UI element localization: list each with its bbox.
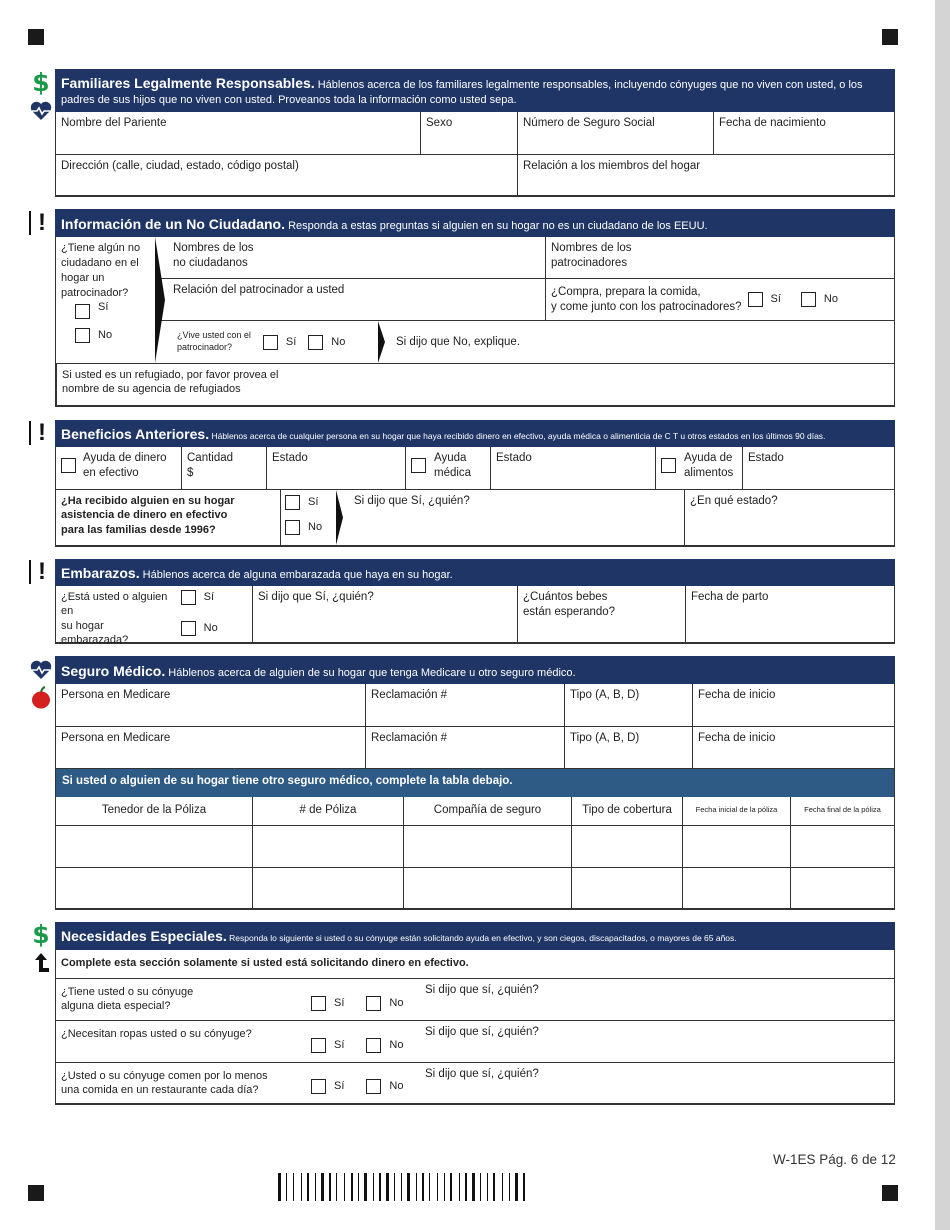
no-checkbox[interactable] <box>181 621 196 636</box>
barcode-bar <box>497 1173 500 1201</box>
barcode-bar <box>412 1173 414 1201</box>
reclamacion-field[interactable] <box>365 727 564 768</box>
ayuda-alimentos-checkbox[interactable] <box>661 458 676 473</box>
column-header <box>252 797 403 825</box>
no-checkbox[interactable] <box>308 335 323 350</box>
relacion-field[interactable] <box>517 155 894 195</box>
question-text: ¿Tiene usted o su cónyuge alguna dieta especial? <box>61 986 194 1013</box>
barcode-bar <box>326 1173 327 1201</box>
table-cell[interactable] <box>682 868 790 908</box>
barcode-bar <box>293 1173 294 1201</box>
column-header <box>790 797 894 825</box>
poliza-table <box>55 797 895 910</box>
section-desc: Responda lo siguiente si usted o su cónyuge están solicitando ayuda en efectivo, y son ciegos, discapacitados, o mayores de 65 años. <box>229 933 737 943</box>
ayuda-alimentos-option <box>655 447 742 489</box>
beneficios-header <box>55 420 895 447</box>
barcode-bar <box>355 1173 356 1201</box>
tanf-options <box>280 490 336 545</box>
barcode-bar <box>347 1173 349 1201</box>
section-desc: Responda a estas preguntas si alguien en su hogar no es un ciudadano de los EEUU. <box>288 220 708 232</box>
question-text: ¿Tiene algún no ciudadano en el hogar un patrocinador? <box>61 242 141 299</box>
section-title: Seguro Médico. <box>61 663 166 679</box>
column-header <box>571 797 682 825</box>
barcode-bar <box>472 1173 475 1201</box>
option-label: Sí <box>285 335 297 348</box>
exclamation-icon: ! <box>29 211 53 235</box>
cantidad-field[interactable] <box>181 447 266 489</box>
tipo-field[interactable] <box>564 684 692 726</box>
column-header <box>682 797 790 825</box>
nociudadano-header <box>55 209 895 237</box>
exclamation-icon: ! <box>29 560 53 584</box>
question-text: ¿Usted o su cónyuge comen por lo menos una comida en un restaurante cada día? <box>61 1070 268 1097</box>
question-text: ¿Ha recibido alguien en su hogar asistencia de dinero en efectivo para las familias desde 1996? <box>61 495 235 536</box>
barcode-bar <box>296 1173 299 1201</box>
beneficios-section <box>55 420 895 547</box>
barcode-bar <box>351 1173 353 1201</box>
ssn-field[interactable] <box>517 112 713 154</box>
option-label: No <box>389 1080 404 1093</box>
ropas-question <box>56 1021 306 1062</box>
barcode-bar <box>527 1173 528 1201</box>
exclamation-icon: ! <box>29 421 53 445</box>
sexo-field[interactable] <box>420 112 517 154</box>
estado-field[interactable] <box>490 447 655 489</box>
si-checkbox[interactable] <box>181 590 196 605</box>
barcode-bar <box>429 1173 430 1201</box>
barcode-bar <box>333 1173 334 1201</box>
field-label: Si dijo que sí, ¿quién? <box>425 1026 539 1038</box>
currency-symbol: $ <box>187 466 194 479</box>
option-label: No <box>389 996 404 1009</box>
barcode-bar <box>444 1173 445 1201</box>
option-label: No <box>308 521 323 534</box>
table-cell[interactable] <box>682 826 790 867</box>
si-checkbox[interactable] <box>285 495 300 510</box>
explique-field[interactable] <box>380 321 894 363</box>
barcode-bar <box>483 1173 485 1201</box>
que-estado-field[interactable] <box>684 490 894 545</box>
barcode-bar <box>311 1173 313 1201</box>
table-cell[interactable] <box>571 868 682 908</box>
no-checkbox[interactable] <box>75 328 90 343</box>
barcode-bar <box>329 1173 331 1201</box>
section-desc: Háblenos acerca de alguna embarazada que haya en su hogar. <box>142 569 453 581</box>
no-checkbox[interactable] <box>366 1079 381 1094</box>
arrow-icon <box>29 950 53 974</box>
section-title: Necesidades Especiales. <box>61 928 227 944</box>
necesidades-grid <box>55 950 895 1105</box>
no-checkbox[interactable] <box>801 292 816 307</box>
column-label: Compañía de seguro <box>433 804 542 816</box>
field-label: Estado <box>748 452 784 464</box>
question-text: ¿Vive usted con el patrocinador? <box>177 330 251 352</box>
barcode-bar <box>386 1173 389 1201</box>
restaurante-question <box>56 1063 306 1103</box>
quien-field[interactable] <box>420 1063 894 1103</box>
familiares-header <box>55 69 895 112</box>
barcode-bar <box>339 1173 342 1201</box>
field-label: Cantidad <box>187 452 234 464</box>
tanf-question <box>56 490 280 545</box>
refugiado-field[interactable] <box>56 364 894 405</box>
vive-question <box>156 321 380 363</box>
field-label: Tipo (A, B, D) <box>570 689 640 701</box>
barcode-bar <box>397 1173 399 1201</box>
option-label: Sí <box>334 996 345 1009</box>
field-label: Persona en Medicare <box>61 732 171 744</box>
registration-mark <box>28 29 44 45</box>
section-title: Beneficios Anteriores. <box>61 426 210 442</box>
heart-icon <box>29 658 53 682</box>
familiares-grid <box>55 112 895 197</box>
field-label: Reclamación # <box>371 689 448 701</box>
column-header <box>403 797 571 825</box>
option-label: Ayuda de alimentos <box>684 452 734 479</box>
nombre-pariente-field[interactable] <box>56 112 420 154</box>
barcode-bar <box>454 1173 457 1201</box>
barcode-bar <box>523 1173 525 1201</box>
barcode-bar <box>407 1173 410 1201</box>
patrocinador-question <box>56 237 156 363</box>
barcode-bar <box>391 1173 392 1201</box>
seguro-section <box>55 656 895 910</box>
ayuda-medica-checkbox[interactable] <box>411 458 426 473</box>
section-title: Familiares Legalmente Responsables. <box>61 75 315 91</box>
barcode-bar <box>394 1173 395 1201</box>
barcode-bar <box>426 1173 427 1201</box>
field-label: Si dijo que sí, ¿quién? <box>425 1068 539 1080</box>
necesidades-instruction <box>56 950 894 978</box>
field-label: Número de Seguro Social <box>523 116 655 129</box>
table-cell[interactable] <box>790 868 894 908</box>
field-label: Nombres de los patrocinadores <box>551 242 632 269</box>
barcode-bar <box>490 1173 491 1201</box>
option-label: Ayuda médica <box>434 452 472 479</box>
registration-mark <box>28 1185 44 1201</box>
nociudadano-section <box>55 209 895 407</box>
parto-field[interactable] <box>685 586 894 642</box>
quien-field[interactable] <box>336 490 684 545</box>
barcode-bar <box>286 1173 287 1201</box>
barcode-bar <box>502 1173 503 1201</box>
si-checkbox[interactable] <box>311 1038 326 1053</box>
barcode-bar <box>315 1173 316 1201</box>
barcode-bar <box>487 1173 488 1201</box>
barcode-bar <box>480 1173 481 1201</box>
field-label: Si usted es un refugiado, por favor provea el nombre de su agencia de refugiados <box>62 369 279 396</box>
no-checkbox[interactable] <box>366 996 381 1011</box>
embarazos-grid <box>55 586 895 644</box>
barcode-bar <box>437 1173 438 1201</box>
barcode-bar <box>462 1173 463 1201</box>
no-checkbox[interactable] <box>366 1038 381 1053</box>
barcode-bar <box>364 1173 367 1201</box>
table-header-row <box>56 797 894 825</box>
barcode-bar <box>344 1173 345 1201</box>
option-label: Sí <box>98 301 109 314</box>
option-label: No <box>203 622 218 635</box>
column-label: Fecha final de la póliza <box>804 805 881 814</box>
field-label: Fecha de inicio <box>698 732 776 744</box>
medicare-grid <box>55 684 895 769</box>
field-label: Dirección (calle, ciudad, estado, código postal) <box>61 159 299 172</box>
inicio-field[interactable] <box>692 684 894 726</box>
si-checkbox[interactable] <box>75 304 90 319</box>
field-label: Si dijo que No, explique. <box>396 335 521 348</box>
instruction-text: Complete esta sección solamente si usted está solicitando dinero en efectivo. <box>61 957 469 969</box>
si-checkbox[interactable] <box>748 292 763 307</box>
field-label: Persona en Medicare <box>61 689 171 701</box>
no-checkbox[interactable] <box>285 520 300 535</box>
page-gutter <box>935 0 950 1230</box>
registration-mark <box>882 29 898 45</box>
si-checkbox[interactable] <box>263 335 278 350</box>
necesidades-header <box>55 922 895 950</box>
quien-field[interactable] <box>252 586 517 642</box>
field-label: Estado <box>496 452 532 464</box>
estado-field[interactable] <box>266 447 405 489</box>
barcode-bar <box>383 1173 384 1201</box>
field-label: Relación del patrocinador a usted <box>173 284 345 296</box>
field-label: Tipo (A, B, D) <box>570 732 640 744</box>
bebes-field[interactable] <box>517 586 685 642</box>
reclamacion-field[interactable] <box>365 684 564 726</box>
field-label: Nombres de los no ciudadanos <box>173 242 254 269</box>
table-row <box>56 825 894 867</box>
field-label: Sexo <box>426 116 453 129</box>
inicio-field[interactable] <box>692 727 894 768</box>
field-label: Si dijo que sí, ¿quién? <box>425 984 539 996</box>
barcode-bar <box>477 1173 478 1201</box>
heart-icon <box>29 99 53 123</box>
quien-field[interactable] <box>420 1021 894 1062</box>
section-desc: Háblenos acerca de los familiares legalmente responsables, incluyendo cónyuges que no viven con usted, o los padres de sus hijos que no viven con usted. Proveanos toda la información como usted sepa. <box>61 79 863 106</box>
barcode-bar <box>447 1173 448 1201</box>
option-label: No <box>823 293 838 306</box>
option-label: No <box>331 335 346 348</box>
field-label: Si dijo que Sí, ¿quién? <box>354 495 470 507</box>
field-label: ¿En qué estado? <box>690 495 778 507</box>
barcode-bar <box>278 1173 281 1201</box>
field-label: Estado <box>272 452 308 464</box>
ayuda-medica-option <box>405 447 490 489</box>
table-cell[interactable] <box>571 826 682 867</box>
table-cell[interactable] <box>403 826 571 867</box>
barcode-bar <box>419 1173 420 1201</box>
barcode-bar <box>304 1173 305 1201</box>
barcode-bar <box>321 1173 324 1201</box>
barcode-bar <box>373 1173 374 1201</box>
field-label: Fecha de inicio <box>698 689 776 701</box>
column-label: Fecha inicial de la póliza <box>695 805 778 814</box>
field-label: ¿Cuántos bebes están esperando? <box>523 591 616 618</box>
ayuda-dinero-checkbox[interactable] <box>61 458 76 473</box>
page-number: W-1ES Pág. 6 de 12 <box>773 1152 896 1167</box>
dollar-icon: $ <box>32 68 50 97</box>
question-text: ¿Compra, prepara la comida, y come junto con los patrocinadores? <box>551 285 742 313</box>
nacimiento-field[interactable] <box>713 112 894 154</box>
table-row <box>56 867 894 908</box>
barcode-bar <box>520 1173 521 1201</box>
barcode <box>278 1173 630 1201</box>
option-label: No <box>389 1038 404 1051</box>
column-header <box>56 797 252 825</box>
table-cell[interactable] <box>56 826 252 867</box>
option-label: Sí <box>308 496 319 509</box>
option-label: Sí <box>334 1038 345 1051</box>
table-cell[interactable] <box>790 826 894 867</box>
dieta-question <box>56 979 306 1020</box>
barcode-bar <box>515 1173 518 1201</box>
option-label: Sí <box>770 293 781 306</box>
relacion-pat-field[interactable] <box>156 279 545 320</box>
barcode-bar <box>369 1173 371 1201</box>
barcode-bar <box>289 1173 291 1201</box>
section-desc: Háblenos acerca de alguien de su hogar que tenga Medicare u otro seguro médico. <box>168 667 576 679</box>
barcode-bar <box>432 1173 435 1201</box>
ayuda-dinero-option <box>56 447 181 489</box>
barcode-bar <box>493 1173 495 1201</box>
option-label: Sí <box>203 591 215 604</box>
column-label: Tenedor de la Póliza <box>101 804 207 816</box>
familiares-section <box>55 69 895 197</box>
barcode-bar <box>465 1173 467 1201</box>
ropas-options <box>306 1021 420 1062</box>
barcode-bar <box>376 1173 377 1201</box>
nombres-noc-field[interactable] <box>156 237 545 278</box>
field-label: Fecha de nacimiento <box>719 116 826 129</box>
tipo-field[interactable] <box>564 727 692 768</box>
persona-medicare-field[interactable] <box>56 727 365 768</box>
persona-medicare-field[interactable] <box>56 684 365 726</box>
question-text: ¿Está usted o alguien en su hogar embarazada? <box>61 591 168 646</box>
necesidades-section <box>55 922 895 1105</box>
column-label: # de Póliza <box>299 804 357 816</box>
barcode-bar <box>505 1173 507 1201</box>
field-label: Reclamación # <box>371 732 448 744</box>
barcode-bar <box>450 1173 452 1201</box>
dollar-icon: $ <box>32 920 50 949</box>
si-checkbox[interactable] <box>311 1079 326 1094</box>
seguro-header <box>55 656 895 684</box>
barcode-bar <box>336 1173 337 1201</box>
table-cell[interactable] <box>56 868 252 908</box>
barcode-bar <box>440 1173 442 1201</box>
barcode-bar <box>459 1173 460 1201</box>
barcode-bar <box>401 1173 402 1201</box>
barcode-bar <box>469 1173 470 1201</box>
field-label: Si dijo que Sí, ¿quién? <box>258 591 374 603</box>
table-cell[interactable] <box>252 868 403 908</box>
field-label: Relación a los miembros del hogar <box>523 159 701 172</box>
barcode-bar <box>361 1173 362 1201</box>
barcode-bar <box>422 1173 424 1201</box>
section-title: Embarazos. <box>61 565 140 581</box>
option-label: Sí <box>334 1080 345 1093</box>
barcode-bar <box>404 1173 405 1201</box>
barcode-bar <box>416 1173 417 1201</box>
table-cell[interactable] <box>403 868 571 908</box>
si-checkbox[interactable] <box>311 996 326 1011</box>
nociudadano-grid <box>55 237 895 407</box>
field-label: Fecha de parto <box>691 591 769 603</box>
barcode-bar <box>283 1173 284 1201</box>
option-label: Ayuda de dinero en efectivo <box>83 452 167 479</box>
barcode-bar <box>509 1173 510 1201</box>
embarazos-section <box>55 559 895 644</box>
barcode-bar <box>307 1173 309 1201</box>
quien-field[interactable] <box>420 979 894 1020</box>
question-text: ¿Necesitan ropas usted o su cónyuge? <box>61 1028 252 1040</box>
beneficios-grid <box>55 447 895 547</box>
field-label: Nombre del Pariente <box>61 116 167 129</box>
section-title: Información de un No Ciudadano. <box>61 216 285 232</box>
registration-mark <box>882 1185 898 1201</box>
subheader-text: Si usted o alguien de su hogar tiene otro seguro médico, complete la tabla debajo. <box>62 775 513 787</box>
compra-question <box>545 279 894 320</box>
option-label: No <box>98 329 113 342</box>
apple-icon <box>29 686 53 710</box>
barcode-bar <box>358 1173 359 1201</box>
restaurante-options <box>306 1063 420 1103</box>
direccion-field[interactable] <box>56 155 517 195</box>
barcode-bar <box>318 1173 319 1201</box>
barcode-bar <box>512 1173 513 1201</box>
column-label: Tipo de cobertura <box>582 804 672 816</box>
estado-field[interactable] <box>742 447 894 489</box>
dieta-options <box>306 979 420 1020</box>
section-desc: Háblenos acerca de cualquier persona en su hogar que haya recibido dinero en efectivo, ayuda médica o alimenticia de C T u otros estados en los últimos 90 días. <box>211 431 826 441</box>
nombres-pat-field[interactable] <box>545 237 894 278</box>
otro-seguro-subheader <box>55 769 895 797</box>
barcode-bar <box>379 1173 381 1201</box>
embarazos-header <box>55 559 895 586</box>
embarazada-question <box>56 586 252 646</box>
table-cell[interactable] <box>252 826 403 867</box>
barcode-bar <box>301 1173 302 1201</box>
